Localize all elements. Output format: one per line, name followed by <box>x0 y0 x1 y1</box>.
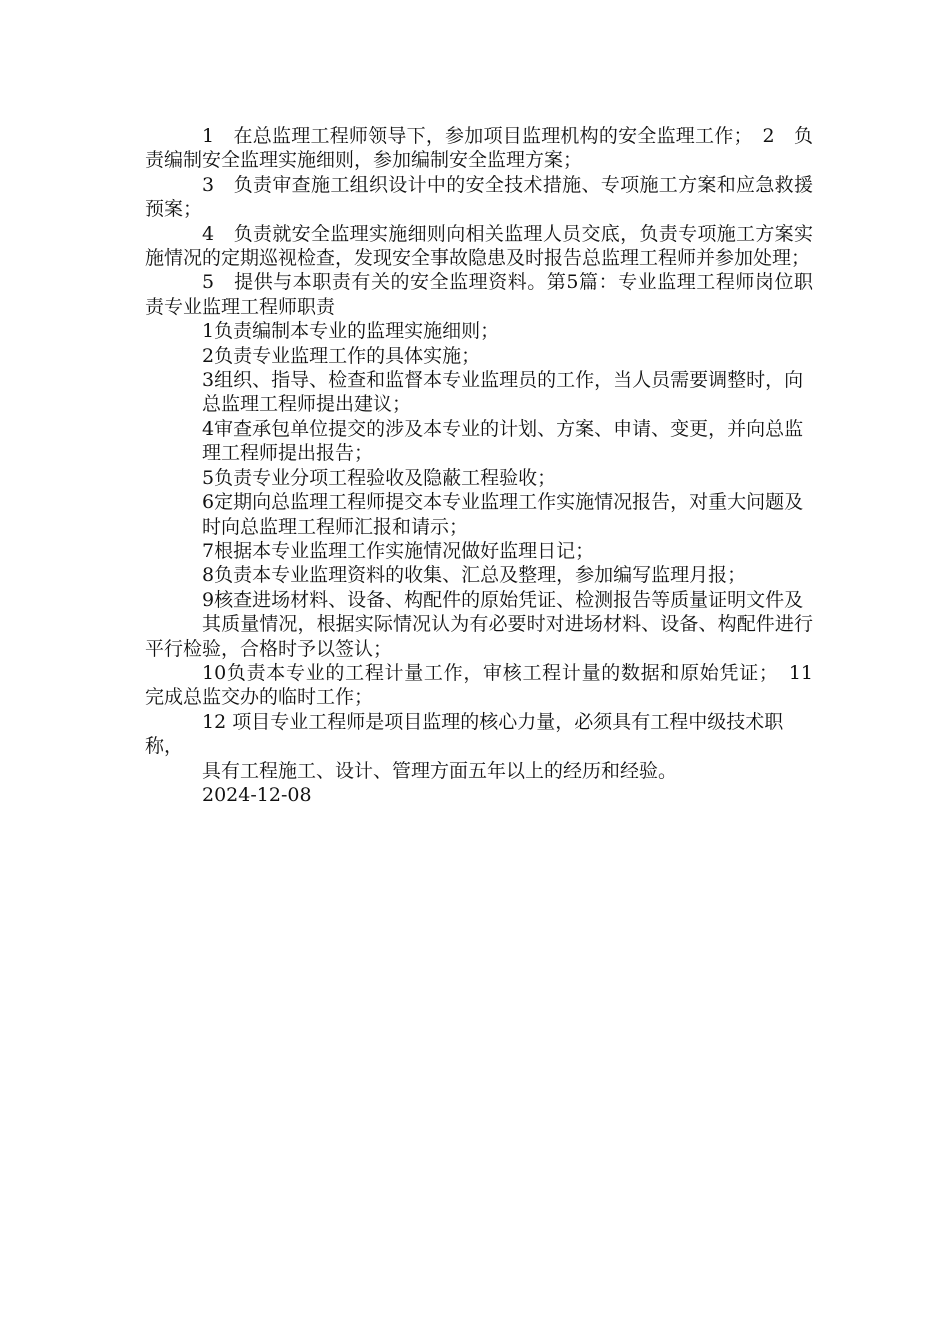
paragraph-14: 7根据本专业监理工作实施情况做好监理日记； <box>202 539 595 562</box>
paragraph-9: 4审查承包单位提交的涉及本专业的计划、方案、申请、变更，并向总监 <box>202 417 804 440</box>
paragraph-13: 时向总监理工程师汇报和请示； <box>202 515 469 538</box>
paragraph-4: 5 提供与本职责有关的安全监理资料。第5篇：专业监理工程师岗位职责专业监理工程师职责 <box>145 271 813 318</box>
paragraph-10: 理工程师提出报告； <box>202 442 374 465</box>
paragraph-6: 2负责专业监理工作的具体实施； <box>202 344 481 367</box>
paragraph-3: 4 负责就安全监理实施细则向相关监理人员交底，负责专项施工方案实施情况的定期巡视检查，发现安全事故隐患及时报告总监理工程师并参加处理； <box>145 222 813 270</box>
paragraph-19: 12 项目专业工程师是项目监理的核心力量，必须具有工程中级技术职称， <box>145 710 784 758</box>
paragraph-5: 1负责编制本专业的监理实施细则； <box>202 320 500 343</box>
paragraph-12: 6定期向总监理工程师提交本专业监理工作实施情况报告，对重大问题及 <box>202 491 804 514</box>
paragraph-2: 3 负责审查施工组织设计中的安全技术措施、专项施工方案和应急救援预案； <box>145 173 813 221</box>
paragraph-20: 具有工程施工、设计、管理方面五年以上的经历和经验。 <box>202 759 678 782</box>
paragraph-1: 1 在总监理工程师领导下，参加项目监理机构的安全监理工作； 2 负责编制安全监理实施细则，参加编制安全监理方案； <box>145 125 813 172</box>
paragraph-18: 10负责本专业的工程计量工作，审核工程计量的数据和原始凭证； 11 完成总监交办的临时工作； <box>145 661 820 709</box>
paragraph-8: 总监理工程师提出建议； <box>202 393 412 416</box>
paragraph-11: 5负责专业分项工程验收及隐蔽工程验收； <box>202 466 557 489</box>
paragraph-7: 3组织、指导、检查和监督本专业监理员的工作，当人员需要调整时，向 <box>202 369 804 392</box>
paragraph-15: 8负责本专业监理资料的收集、汇总及整理，参加编写监理月报； <box>202 564 747 587</box>
paragraph-17: 其质量情况，根据实际情况认为有必要时对进场材料、设备、构配件进行平行检验，合格时予以签认； <box>145 613 813 660</box>
document-body <box>145 124 820 807</box>
paragraph-16: 9核查进场材料、设备、构配件的原始凭证、检测报告等质量证明文件及 <box>202 588 804 611</box>
document-date: 2024-12-08 <box>202 783 312 806</box>
